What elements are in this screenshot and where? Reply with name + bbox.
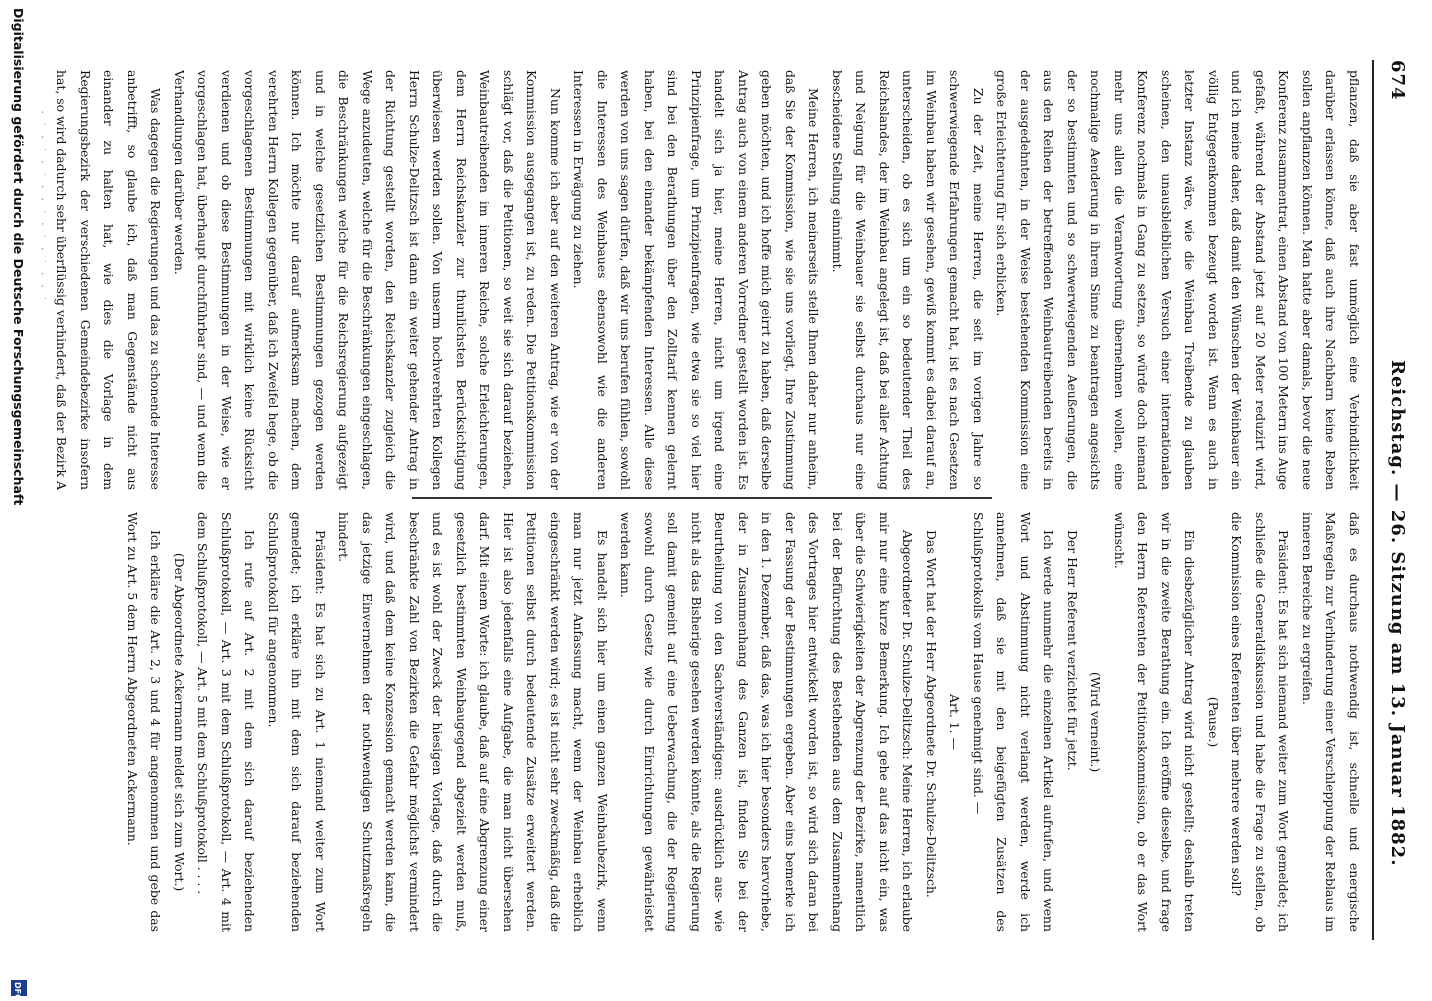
paragraph: Ein diesbezüglicher Antrag wird nicht gestellt; deshalb treten wir in die zweite Berathung ein. Ich eröffne dieselbe, und frage den Herrn Referenten der Petitionskommission, ob er das Wort wünscht. <box>1112 512 1198 932</box>
right-column <box>46 512 1366 932</box>
header-rule <box>1372 60 1374 940</box>
stage-direction: (Der Abgeordnete Ackermann meldet sich zum Wort.) <box>172 552 187 892</box>
digitization-credit <box>2 0 30 1000</box>
page-header <box>1374 60 1414 940</box>
paragraph: Präsident: Es hat sich zu Art. 1 niemand weiter zum Wort gemeldet; ich erkläre ihn mit dem sich darauf beziehenden Schlußprotokoll für angenommen. <box>266 512 328 932</box>
paragraph: Nun komme ich aber auf den weiteren Antrag, wie er von der Kommission ausgegangen ist, zu reden. Die Petitionskommission schlägt vor, daß die Petitionen, so weit sie sich darauf beziehen, Weinbautreibenden im inneren Reiche, solche Erleichterungen, dem Herrn Reichskanzler zur thunlichsten Berücksichtigung überwiesen werden sollen. Von unserm hochverehrten Kollegen Herrn Schulze-Delitzsch ist dann ein weiter gehender Antrag in der Richtung gestellt worden, den Reichskanzler zugleich die Wege anzudeuten, welche für die Beschränkungen eingeschlagen, die Beschränkungen welche für die Reichsregierung aufgezeigt und in welche gesetzlichen Bestimmungen gezogen werden können. Ich möchte nur darauf aufmerksam machen, dem verehrten Herrn Kollegen gegenüber, daß ich Zweifel hege, ob die vorgeschlagenen Bestimmungen mit wirklich keine Rücksicht verdienen und ob diese Bestimmungen in der Weise, wie er vorgeschlagen hat, überhaupt durchführbar sind, — und wenn die Verhandlungen darüber werden. <box>172 70 563 490</box>
paragraph: Das Wort hat der Herr Abgeordnete Dr. Schulze-Delitzsch. <box>924 530 939 898</box>
credit-text: Digitalisierung gefördert durch die Deutsche Forschungsgemeinschaft <box>11 8 26 506</box>
scan-noise: · ˙ · ˙ · ˙ · · ˙ · ˙ · ˙ · · ˙ <box>38 110 46 303</box>
paragraph: Es handelt sich hier um einen ganzen Weinbaubezirk, wenn man nur jetzt Anfassung macht, wenn der Weinbau erheblich eingeschränkt werden wird; es ist nicht sehr zweckmäßig, daß die Petitionen selbst durch bedeutende Zusätze erweitert werden. Hier ist also jedenfalls eine Aufgabe, die man nicht übersehen darf. Mit einem Worte: ich glaube, daß auf eine Abgrenzung einer gesetzlich bestimmten Weinbaugegend abgezielt werden muß, und es ist wohl der Zweck der hiesigen Vorlage, daß durch die beschränkte Zahl von Bezirken die Gefahr möglichst vermindert wird, und daß dem keine Konzession gemacht werden kann, die das jetzige Einvernehmen der nothwendigen Schutzmaßregeln hindert. <box>336 512 610 932</box>
paragraph: pflanzen, daß sie aber fast unmöglich eine Verbindlichkeit darüber erlassen könne, daß auch ihre Nachbarn keine Reben sollen anpflanzen können. Man hatte aber damals, bevor die neue Konferenz zusammentrat, einen Abstand von 100 Metern ins Auge gefaßt, während der Abstand jetzt auf 20 Meter reduzirt wird, und ich meine daher, daß damit den Wünschen der Weinbauer ein völlig Entgegenkommen bezeugt worden ist. Wenn es auch in letzter Instanz wäre, wie die Weinbau Treibende zu glauben scheinen, den unausbleiblichen Versuch einer internationalen Konferenz nochmals in Gang zu setzen, so würde doch niemand mehr uns allen die Verantwortung übernehmen wollen, eine nochmalige Aenderung in ihrem Sinne zu beantragen angesichts der so bestimmten und so schwerwiegenden Aeußerungen, die aus den Reihen der betreffenden Weinbautreibenden bereits in der ausgedehnten, in der Weise bestehenden Kommission eine große Erleichterung für sich erblicken. <box>994 70 1362 490</box>
paragraph: Abgeordneter Dr. Schulze-Delitzsch: Meine Herren, ich erlaube mir nur eine kurze Bemerkung. Ich gehe auf das nicht ein, was über die Schwierigkeiten der Abgrenzung der Bezirke, namentlich bei der Befürchtung des Bestehenden aus dem Zusammenhang des Vortrages hier entwickelt worden ist, so wird sich daran bei der Fassung der Bestimmungen ergeben. Aber eins bemerke ich in den 1. Dezember, daß das, was ich hier besonders hervorhebe, der in Zusammenhang des Ganzen ist, finden Sie bei der Beurtheilung von den Sachverständigen: ausdrücklich aus- wie nicht als das Bisherige gesehen werden könnte, als die Regierung soll damit gemeint auf eine Ueberwachung, die der Regierung sowohl durch Gesetz wie durch Einrichtungen gewährleistet werden kann. <box>618 512 916 932</box>
column-divider <box>412 497 992 499</box>
stage-direction: (Wird verneint.) <box>1088 671 1104 773</box>
paragraph: Zu der Zeit, meine Herren, die seit im vorigen Jahre so schwerwiegende Erfahrungen gemacht hat, ist es nach Gesetzen im Weinbau haben wir gesehen, gewiß kommt es dabei darauf an, unterscheiden, ob es sich um ein so bedeutender Theil des Reichslandes, der im Weinbau angelegt ist, daß bei aller Achtung und Neigung für die Weinbauer sie selbst durchaus nur eine bescheidene Stellung einnimmt. <box>830 70 986 490</box>
dfg-logo: DFG <box>11 980 27 996</box>
paragraph: Was dagegen die Regierungen und das zu schonende Interesse anbetrifft, so glaube ich, daß man Gegenstände nicht aus einander zu halten hat, wie dies die Vorlage in dem Regierungsbezirk der verschiedenen Gemeindebezirke insofern hat, so wird dadurch sehr überflüssig verhindert, daß der Bezirk A <box>54 70 164 490</box>
paragraph: daß es durchaus nothwendig ist, schnelle und energische Maßregeln zur Verhinderung einer Verschleppung der Reblaus im inneren Bereiche zu ergreifen. <box>1300 512 1362 932</box>
paragraph: Meine Herren, ich meinerseits stelle Ihnen daher nur anheim, daß Sie der Kommission, wie sie uns vorliegt, Ihre Zustimmung geben möchten, und ich hoffe mich geirrt zu haben, daß derselbe Antrag auch von einem anderen Vorredner gestellt worden ist. Es handelt sich ja hier, meine Herren, nicht um irgend eine Prinzipienfrage, um Prinzipienfragen, wie etwa sie so viel hier sind bei den Berathungen über den Zolltarif kennen gelernt haben, bei den einander bekämpfenden Interessen. Alle diese werden von uns sagen dürfen, daß wir uns berufen fühlen, sowohl die Interessen des Weinbaues ebensowohl wie die anderen Interessen in Erwägung zu ziehen. <box>571 70 822 490</box>
paragraph: Der Herr Referent verzichtet für jetzt. <box>1065 530 1080 771</box>
paragraph: Präsident: Es hat sich niemand weiter zum Wort gemeldet; ich schließe die Generaldiskussion und habe die Frage zu stellen, ob die Kommission eines Referenten über mehrere werden soll? <box>1229 512 1292 932</box>
stage-direction: (Pause.) <box>1206 696 1221 748</box>
paragraph: Ich rufe auf Art. 2 mit dem sich darauf beziehenden Schlußprotokoll, — Art. 3 mit dem Schlußprotokoll, — Art. 4 mit dem Schlußprotokoll, — Art. 5 mit dem Schlußprotokoll . . . . <box>195 512 258 932</box>
article-heading: Art. 1. — <box>947 694 963 750</box>
left-column <box>46 70 1366 490</box>
running-title: Reichstag. — 26. Sitzung am 13. Januar 1882. <box>1387 360 1408 867</box>
paragraph: Ich erkläre die Art. 2, 3 und 4 für angenommen und gebe das Wort zu Art. 5 dem Herrn Abgeordneten Ackermann. <box>125 512 164 932</box>
paragraph: Ich werde nunmehr die einzelnen Artikel aufrufen, und wenn Wort und Abstimmung nicht verlangt werden, werde ich annehmen, daß sie mit den beigefügten Zusätzen des Schlußprotokolls vom Hause genehmigt sind. — <box>971 512 1057 932</box>
page-number: 674 <box>1387 60 1408 101</box>
